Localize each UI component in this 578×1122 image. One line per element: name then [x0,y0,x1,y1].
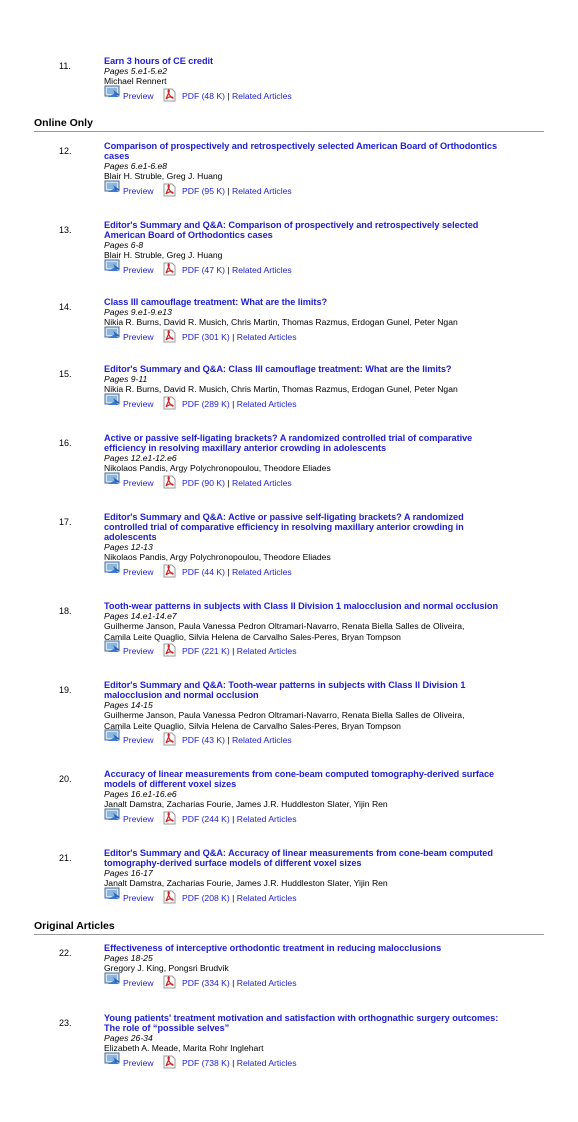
preview-icon[interactable] [104,729,121,743]
article-authors [104,76,544,87]
pdf-icon[interactable] [163,643,176,657]
article-links [104,732,544,746]
article-author-line: Nikia R. Burns, David R. Musich, Chris Martin, Thomas Razmus, Erdogan Gunel, Peter Ngan [104,317,458,327]
article-title-line[interactable]: Editor's Summary and Q&A: Tooth-wear patterns in subjects with Class II Division 1 [104,680,466,690]
article-links [104,811,544,825]
related-articles-link[interactable]: Related Articles [232,477,292,488]
article-title-line[interactable]: Active or passive self-ligating brackets? A randomized controlled trial of comparative [104,433,473,443]
pdf-icon[interactable] [163,1055,176,1069]
article-title-line[interactable]: Editor's Summary and Q&A: Class III camouflage treatment: What are the limits? [104,364,452,374]
article-body [104,680,544,746]
article-body [104,848,544,904]
pdf-icon[interactable] [163,732,176,746]
pdf-link[interactable]: PDF (44 K) [182,566,225,577]
article-body [104,220,544,276]
article-title-line[interactable]: controlled trial of comparative efficiency in resolving maxillary anterior crowding in [104,522,464,532]
article-title-link[interactable] [104,364,544,374]
article-author-line: Camila Leite Quaglio, Silvia Helena de Carvalho Sales-Peres, Bryan Tompson [104,631,401,642]
article-authors [104,710,544,731]
related-articles-link[interactable]: Related Articles [236,398,297,409]
article-author-line: Blair H. Struble, Greg J. Huang [104,171,223,181]
preview-icon[interactable] [104,561,121,575]
article-author-line: Janalt Damstra, Zacharias Fourie, James J.R. Huddleston Slater, Yijin Ren [104,799,388,809]
article-authors [104,317,544,328]
preview-link[interactable]: Preview [123,735,154,745]
article-links [104,564,544,578]
preview-link[interactable]: Preview [123,892,154,903]
preview-link[interactable]: Preview [123,646,154,656]
preview-icon[interactable] [104,472,121,486]
article-author-line: Nikia R. Burns, David R. Musich, Chris Martin, Thomas Razmus, Erdogan Gunel, Peter Ngan [104,384,458,394]
link-separator: | [232,398,235,409]
preview-link[interactable]: Preview [123,331,154,342]
article-author-line: Gregory J. King, Pongsri Brudvik [104,963,229,973]
link-separator: | [232,892,235,903]
pdf-icon[interactable] [163,262,176,276]
article-author-line: Blair H. Struble, Greg J. Huang [104,250,223,260]
article-links [104,262,544,276]
article-number: 21. [59,853,72,863]
pdf-icon[interactable] [163,564,176,578]
preview-link[interactable]: Preview [123,90,154,101]
article-authors [104,963,544,974]
article-title-line[interactable]: models of different voxel sizes [104,779,237,789]
article-pages: Pages 16-17 [104,868,153,878]
article-number: 12. [59,146,72,156]
article-title-line[interactable]: cases [104,151,130,161]
article-title-line[interactable]: malocclusion and normal occlusion [104,690,259,700]
article-title-link[interactable] [104,141,544,161]
pdf-link[interactable]: PDF (47 K) [182,264,225,275]
pdf-icon[interactable] [163,396,176,410]
link-separator: | [227,264,230,275]
article-number: 11. [59,61,71,71]
pdf-link[interactable]: PDF (95 K) [182,185,225,196]
preview-link[interactable]: Preview [123,566,154,577]
article-title-line[interactable]: Effectiveness of interceptive orthodontic treatment in reducing malocclusions [104,943,442,953]
article-title-line[interactable]: American Board of Orthodontics cases [104,230,273,240]
pdf-icon[interactable] [163,183,176,197]
preview-icon[interactable] [104,640,121,654]
pdf-link[interactable]: PDF (221 K) [182,646,230,656]
article-title-link[interactable] [104,848,544,868]
link-separator: | [232,1057,235,1068]
article-number: 20. [59,774,72,784]
article-authors [104,1043,544,1054]
related-articles-link[interactable]: Related Articles [236,646,297,656]
article-authors [104,621,544,642]
link-separator: | [232,331,235,342]
pdf-icon[interactable] [163,890,176,904]
section-title: Online Only [34,117,93,129]
related-articles-link[interactable]: Related Articles [232,735,292,745]
article-title-line[interactable]: Class III camouflage treatment: What are the limits? [104,297,328,307]
pdf-link[interactable]: PDF (301 K) [182,331,230,342]
article-title-line[interactable]: Editor's Summary and Q&A: Comparison of prospectively and retrospectively selected [104,220,479,230]
article-body [104,1013,544,1069]
preview-link[interactable]: Preview [123,1057,154,1068]
pdf-link[interactable]: PDF (208 K) [182,892,230,903]
article-pages: Pages 14.e1-14.e7 [104,611,177,621]
article-links [104,890,544,904]
link-separator: | [227,90,230,101]
related-articles-link[interactable]: Related Articles [232,185,292,196]
article-title-link[interactable] [104,601,544,611]
article-title-line[interactable]: Earn 3 hours of CE credit [104,56,214,66]
preview-icon[interactable] [104,972,121,986]
preview-icon[interactable] [104,326,121,340]
pdf-link[interactable]: PDF (43 K) [182,735,225,745]
section-title: Original Articles [34,920,115,932]
article-title-line[interactable]: The role of “possible selves” [104,1023,230,1033]
article-title-line[interactable]: Young patients' treatment motivation and satisfaction with orthognathic surgery outcomes: [104,1013,499,1023]
article-body [104,769,544,825]
preview-link[interactable]: Preview [123,185,154,196]
preview-icon[interactable] [104,887,121,901]
article-authors [104,552,544,563]
article-title-link[interactable] [104,943,544,953]
pdf-link[interactable]: PDF (90 K) [182,477,225,488]
article-number: 22. [59,948,72,958]
article-pages: Pages 16.e1-16.e6 [104,789,177,799]
article-body [104,56,544,102]
article-body [104,297,544,343]
article-title-link[interactable] [104,433,544,453]
article-number: 14. [59,302,72,312]
article-pages: Pages 12.e1-12.e6 [104,453,177,463]
link-separator: | [227,566,230,577]
pdf-link[interactable]: PDF (48 K) [182,90,225,101]
article-authors [104,250,544,261]
article-title-link[interactable] [104,769,544,789]
preview-icon[interactable] [104,259,121,273]
article-pages: Pages 26-34 [104,1033,153,1043]
related-articles-link[interactable]: Related Articles [232,264,292,275]
preview-icon[interactable] [104,85,121,99]
article-author-line: Camila Leite Quaglio, Silvia Helena de Carvalho Sales-Peres, Bryan Tompson [104,720,401,731]
article-title-line[interactable]: tomography-derived surface models of different voxel sizes [104,858,362,868]
article-number: 18. [59,606,72,616]
article-links [104,183,544,197]
link-separator: | [232,813,235,824]
related-articles-link[interactable]: Related Articles [236,892,297,903]
article-authors [104,878,544,889]
preview-link[interactable]: Preview [123,977,154,988]
related-articles-link[interactable]: Related Articles [236,813,297,824]
preview-link[interactable]: Preview [123,477,154,488]
related-articles-link[interactable]: Related Articles [236,1057,297,1068]
article-title-link[interactable] [104,1013,544,1033]
link-separator: | [232,977,235,988]
pdf-icon[interactable] [163,975,176,989]
article-body [104,364,544,410]
section-header-online-only [34,117,544,132]
article-links [104,975,544,989]
article-body [104,943,544,989]
preview-icon[interactable] [104,393,121,407]
article-pages: Pages 18-25 [104,953,153,963]
article-title-link[interactable] [104,512,544,542]
article-links [104,396,544,410]
article-body [104,433,544,489]
pdf-icon[interactable] [163,811,176,825]
article-body [104,601,544,657]
preview-icon[interactable] [104,808,121,822]
preview-icon[interactable] [104,180,121,194]
article-title-line[interactable]: adolescents [104,532,157,542]
pdf-link[interactable]: PDF (244 K) [182,813,230,824]
article-number: 19. [59,685,72,695]
pdf-link[interactable]: PDF (334 K) [182,977,230,988]
article-title-line[interactable]: Editor's Summary and Q&A: Accuracy of linear measurements from cone-beam computed [104,848,493,858]
article-authors [104,799,544,810]
related-articles-link[interactable]: Related Articles [236,977,297,988]
article-pages: Pages 9-11 [104,374,148,384]
article-author-line: Guilherme Janson, Paula Vanessa Pedron Oltramari-Navarro, Renata Biella Salles de Oliveira, [104,710,465,720]
preview-link[interactable]: Preview [123,264,154,275]
article-number: 13. [59,225,72,235]
article-pages: Pages 6-8 [104,240,144,250]
article-pages: Pages 14-15 [104,700,153,710]
article-pages: Pages 12-13 [104,542,153,552]
article-number: 23. [59,1018,72,1028]
link-separator: | [227,735,230,745]
article-number: 16. [59,438,72,448]
pdf-link[interactable]: PDF (289 K) [182,398,230,409]
article-pages: Pages 5.e1-5.e2 [104,66,168,76]
article-author-line: Guilherme Janson, Paula Vanessa Pedron Oltramari-Navarro, Renata Biella Salles de Oliveira, [104,621,465,631]
preview-icon[interactable] [104,1052,121,1066]
article-title-line[interactable]: Accuracy of linear measurements from cone-beam computed tomography-derived surface [104,769,495,779]
article-title-link[interactable] [104,297,544,307]
preview-link[interactable]: Preview [123,398,154,409]
article-authors [104,171,544,182]
related-articles-link[interactable]: Related Articles [232,90,292,101]
article-title-link[interactable] [104,56,544,66]
article-body [104,512,544,578]
related-articles-link[interactable]: Related Articles [236,331,297,342]
article-body [104,141,544,197]
link-separator: | [227,477,230,488]
pdf-icon[interactable] [163,88,176,102]
article-title-link[interactable] [104,220,544,240]
article-title-line[interactable]: Comparison of prospectively and retrospectively selected American Board of Orthodontics [104,141,498,151]
article-author-line: Nikolaos Pandis, Argy Polychronopoulou, Theodore Eliades [104,463,331,473]
article-author-line: Janalt Damstra, Zacharias Fourie, James J.R. Huddleston Slater, Yijin Ren [104,878,388,888]
link-separator: | [232,646,235,656]
article-authors [104,384,544,395]
pdf-icon[interactable] [163,329,176,343]
article-author-line: Nikolaos Pandis, Argy Polychronopoulou, Theodore Eliades [104,552,331,562]
article-author-line: Elizabeth A. Meade, Marita Rohr Inglehart [104,1043,264,1053]
article-links [104,88,544,102]
article-links [104,1055,544,1069]
link-separator: | [227,185,230,196]
article-pages: Pages 6.e1-6.e8 [104,161,168,171]
pdf-link[interactable]: PDF (738 K) [182,1057,230,1068]
article-pages: Pages 9.e1-9.e13 [104,307,172,317]
section-header-original-articles [34,920,544,935]
article-links [104,475,544,489]
article-author-line: Michael Rennert [104,76,167,86]
article-title-line[interactable]: efficiency in resolving maxillary anterior crowding in adolescents [104,443,387,453]
article-title-line[interactable]: Editor's Summary and Q&A: Active or passive self-ligating brackets? A randomized [104,512,464,522]
article-title-line[interactable]: Tooth-wear patterns in subjects with Class II Division 1 malocclusion and normal occlusion [104,601,499,611]
related-articles-link[interactable]: Related Articles [232,566,292,577]
preview-link[interactable]: Preview [123,813,154,824]
article-links [104,329,544,343]
pdf-icon[interactable] [163,475,176,489]
article-title-link[interactable] [104,680,544,700]
article-number: 17. [59,517,72,527]
article-authors [104,463,544,474]
article-links [104,643,544,657]
article-number: 15. [59,369,72,379]
